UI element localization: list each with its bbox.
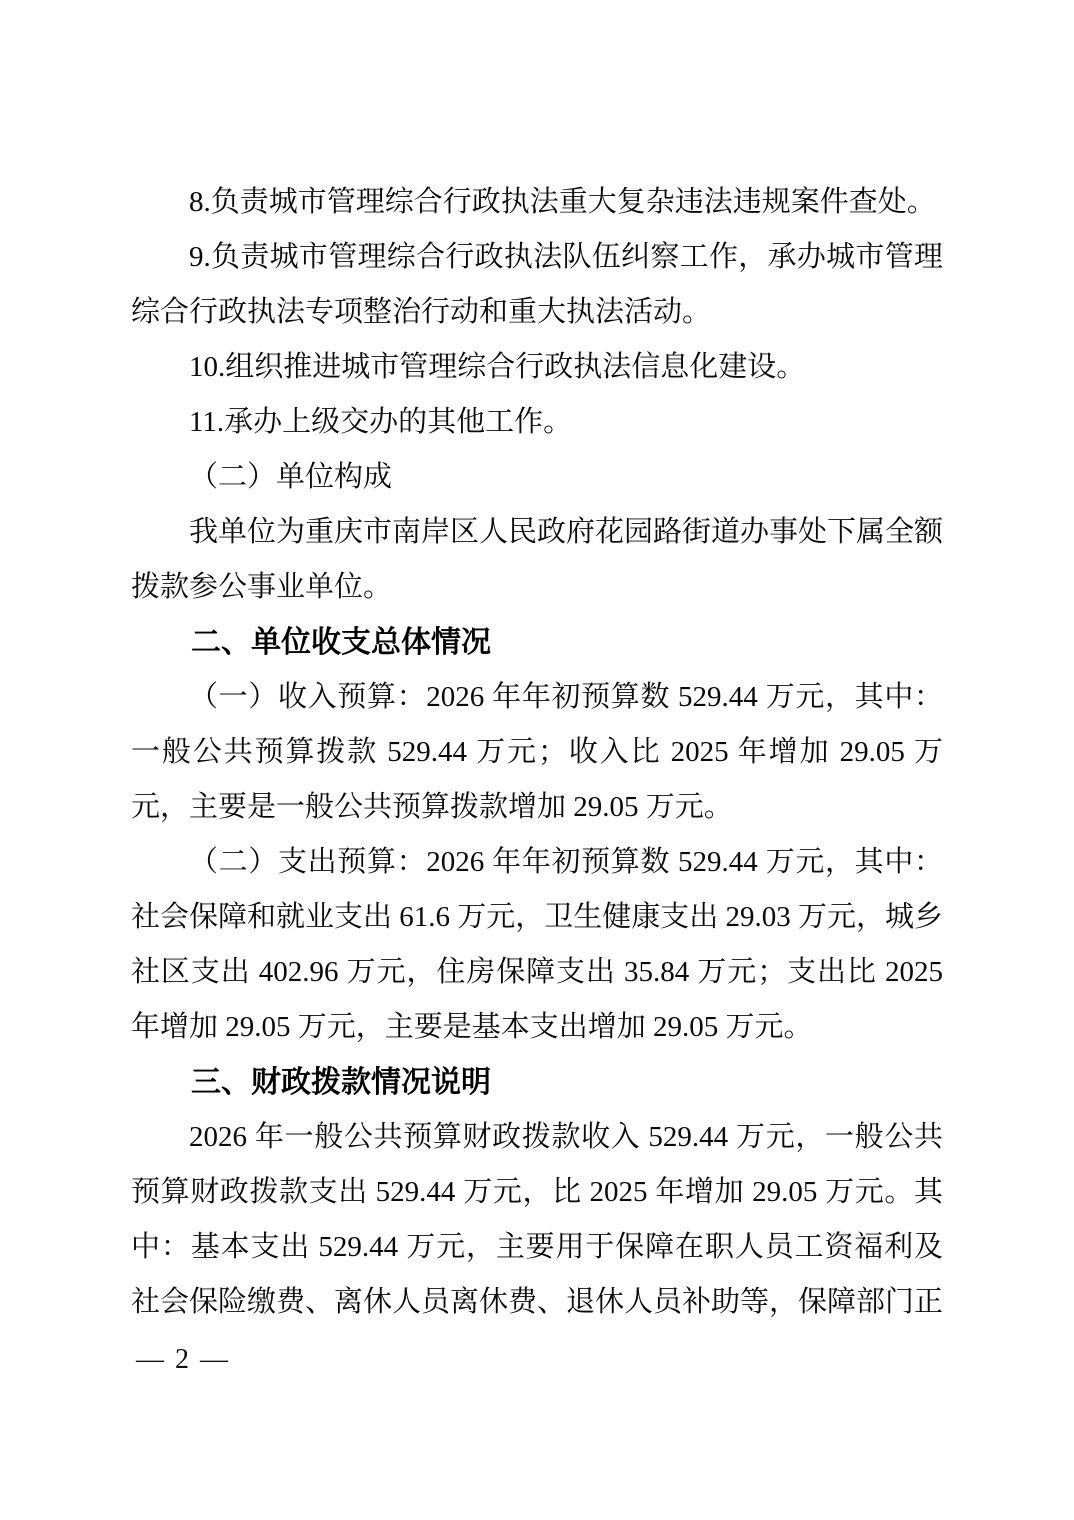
paragraph-expenditure-budget: （二）支出预算：2026 年年初预算数 529.44 万元，其中：社会保障和就业支出 61.6 万元，卫生健康支出 29.03 万元，城乡社区支出 402.96 万元，住房保障支出 35.84 万元；支出比 2025 年增加 29.05 万元，主要是基本支出增加 29.05 万元。 bbox=[131, 846, 944, 1043]
section-heading-overall-budget: 二、单位收支总体情况 bbox=[191, 626, 491, 659]
paragraph-duty-8: 8.负责城市管理综合行政执法重大复杂违法违规案件查处。 bbox=[189, 186, 936, 218]
paragraph-fiscal-appropriation: 2026 年一般公共预算财政拨款收入 529.44 万元，一般公共预算财政拨款支出 529.44 万元，比 2025 年增加 29.05 万元。其中：基本支出 529.44 万元，主要用于保障在职人员工资福利及社会保险缴费、离休人员离休费、退休人员补助等，保障部门正 bbox=[131, 1121, 944, 1318]
paragraph-duty-10: 10.组织推进城市管理综合行政执法信息化建设。 bbox=[189, 351, 806, 383]
paragraph-duty-9: 9.负责城市管理综合行政执法队伍纠察工作，承办城市管理综合行政执法专项整治行动和重大执法活动。 bbox=[131, 241, 943, 328]
subheading-unit-composition: （二）单位构成 bbox=[189, 461, 393, 493]
document-body bbox=[131, 175, 943, 1330]
section-heading-fiscal-appropriation: 三、财政拨款情况说明 bbox=[191, 1066, 491, 1099]
paragraph-income-budget: （一）收入预算：2026 年年初预算数 529.44 万元，其中：一般公共预算拨款 529.44 万元；收入比 2025 年增加 29.05 万元，主要是一般公共预算拨款增加 29.05 万元。 bbox=[131, 681, 943, 823]
paragraph-duty-11: 11.承办上级交办的其他工作。 bbox=[189, 406, 573, 438]
page-number: — 2 — bbox=[136, 1344, 230, 1375]
paragraph-unit-composition: 我单位为重庆市南岸区人民政府花园路街道办事处下属全额拨款参公事业单位。 bbox=[131, 516, 944, 603]
